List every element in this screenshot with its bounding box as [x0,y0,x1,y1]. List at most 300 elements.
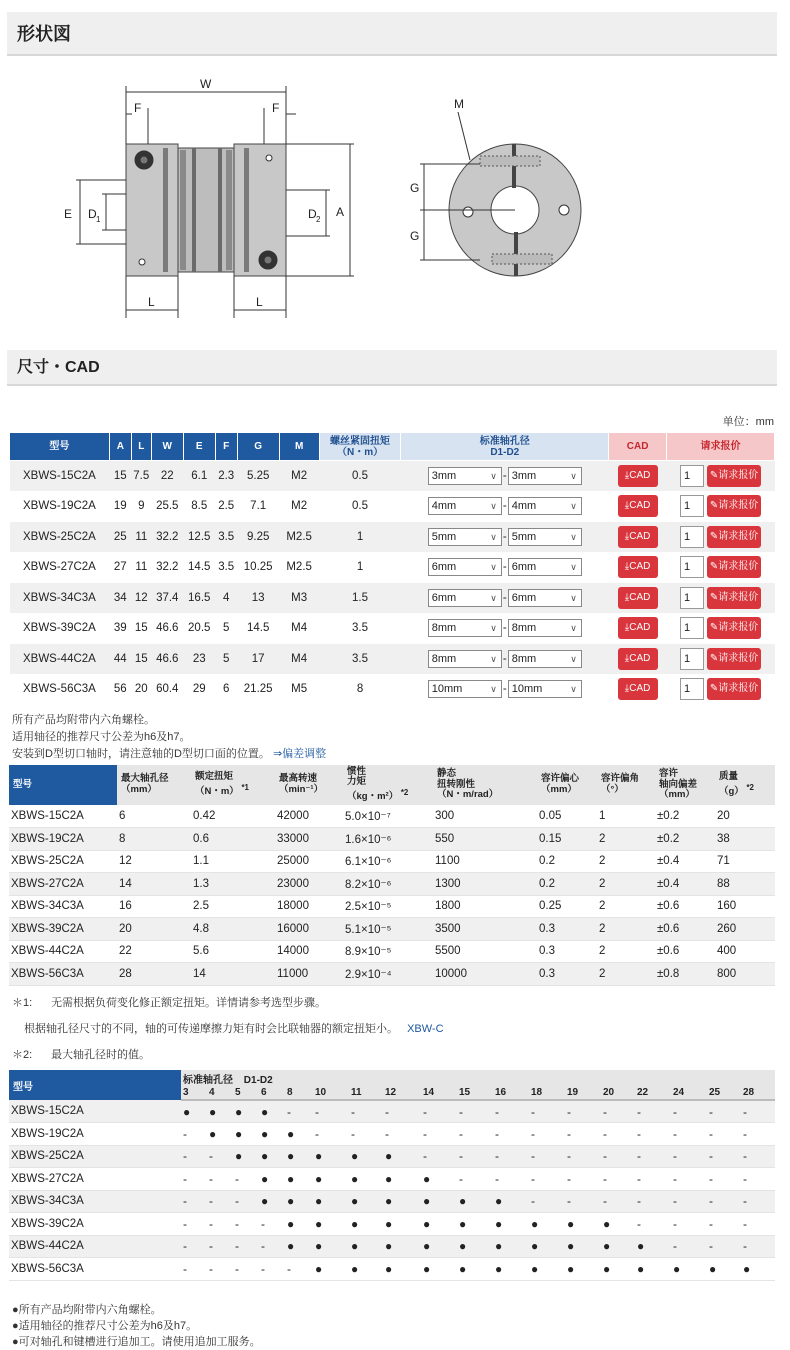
bore-availability-cell: - [671,1213,707,1236]
spec-cell-mass: 88 [715,873,775,896]
dim-label-D2: D [308,207,317,221]
bore-d1-select[interactable] [428,619,502,637]
bore-availability-cell: ● [383,1168,421,1191]
cell-bore-select [401,583,609,614]
cell-bore-select [401,552,609,583]
cad-download-button[interactable] [618,678,658,700]
bore-d1-select[interactable] [428,680,502,698]
dim-label-G-bottom: G [410,229,420,243]
cell-f: 6 [215,674,237,705]
notes-block-2 [12,990,772,1068]
quote-button-label: 请求报价 [718,469,759,481]
cad-download-button[interactable] [618,556,658,578]
coupling-drawing [50,72,610,332]
bore-availability-cell: - [493,1168,529,1191]
spec-cell-angle: 2 [597,918,655,941]
bore-separator: - [502,652,507,665]
spec-cell-misalign: 0.05 [537,805,597,828]
cad-table-row [10,461,775,492]
bore-availability-cell: - [421,1145,457,1168]
spec-table-row [9,918,775,941]
bore-availability-cell: - [207,1258,233,1281]
chevron-down-icon: ∨ [570,501,577,512]
download-icon: ⤓ [624,591,630,603]
bore-d2-select[interactable] [508,680,582,698]
quantity-input[interactable]: 1 [680,465,704,487]
bore-table-row [9,1213,775,1236]
bore-size-header: 11 [349,1086,383,1100]
col-model: 型号 [10,433,110,461]
bore-availability-cell: ● [601,1258,635,1281]
bore-d1-value: 10mm [431,683,463,696]
bore-availability-cell: ● [493,1213,529,1236]
spec-cell-speed: 25000 [275,850,343,873]
spec-cell-speed: 23000 [275,873,343,896]
bore-availability-cell: ● [529,1213,565,1236]
cell-a: 25 [109,522,131,553]
download-icon: ⤓ [624,652,630,664]
bore-size-header: 4 [207,1086,233,1100]
spec-cell-stiffness: 1300 [433,873,537,896]
section-title-cad: 尺寸・CAD [7,350,777,386]
bore-availability-cell: ● [233,1100,259,1123]
spec-col-mass [715,765,775,805]
bore-table-row [9,1145,775,1168]
spec-cell-torque: 0.42 [191,805,275,828]
quote-button-label: 请求报价 [718,530,759,542]
cell-model: XBWS-34C3A [10,583,110,614]
quantity-input[interactable]: 1 [680,526,704,548]
bore-availability-cell: - [707,1123,741,1146]
note3-hex-bolt: ●所有产品均附带内六角螺栓。 [12,1304,162,1316]
bore-availability-cell: - [565,1190,601,1213]
dim-label-E: E [64,207,73,221]
bore-d2-select[interactable] [508,589,582,607]
bore-availability-cell: - [671,1190,707,1213]
spec-cell-speed: 16000 [275,918,343,941]
deviation-adjust-link[interactable]: ⇒偏差调整 [272,748,327,760]
spec-cell-max-bore: 14 [117,873,191,896]
bore-availability-cell: - [493,1100,529,1123]
bore-table-row [9,1190,775,1213]
footnote-2 [12,1042,772,1068]
cell-g: 10.25 [237,552,279,583]
dim-label-A: A [336,205,345,219]
bore-availability-cell: ● [457,1213,493,1236]
spec-cell-angle: 2 [597,828,655,851]
col-W: W [151,433,183,461]
chevron-down-icon: ∨ [570,562,577,573]
cell-f: 5 [215,613,237,644]
bore-d1-select[interactable] [428,650,502,668]
spec-cell-model: XBWS-34C3A [9,895,117,918]
bore-cell-model: XBWS-56C3A [9,1258,181,1281]
spec-cell-speed: 18000 [275,895,343,918]
col-torque-unit: （N・m） [336,446,384,458]
cad-download-button[interactable] [618,526,658,548]
bore-availability-cell: ● [285,1213,313,1236]
spec-cell-torque: 1.1 [191,850,275,873]
bore-d2-value: 10mm [511,683,543,696]
bore-cell-model: XBWS-25C2A [9,1145,181,1168]
cad-button-label: CAD [629,622,651,634]
request-quote-button[interactable] [707,587,761,609]
cad-button-label: CAD [629,500,651,512]
note-d-cut [12,746,326,763]
col-G: G [237,433,279,461]
pencil-icon: ✎ [709,622,719,634]
cell-quote [667,491,775,522]
cad-table-row [10,674,775,705]
bore-availability-cell: - [181,1213,207,1236]
spec-col-rated-torque [191,765,275,805]
spec-cell-axial: ±0.4 [655,873,715,896]
cell-a: 34 [109,583,131,614]
cad-table-row [10,552,775,583]
footnote-2-mark: ＊2: [12,1049,33,1061]
spec-cell-speed: 33000 [275,828,343,851]
bore-availability-cell: - [671,1100,707,1123]
bore-availability-cell: - [383,1100,421,1123]
spec-cell-stiffness: 1800 [433,895,537,918]
col-E: E [183,433,215,461]
spec-col-inertia-label2: 力矩 [347,776,367,788]
pencil-icon: ✎ [709,500,719,512]
bore-d1-value: 8mm [431,622,457,635]
cell-f: 3.5 [215,522,237,553]
cell-quote [667,522,775,553]
bore-availability-cell: ● [259,1123,285,1146]
bore-availability-cell: ● [349,1168,383,1191]
spec-col-rated-torque-label: 额定扭矩 [195,771,234,782]
cell-model: XBWS-27C2A [10,552,110,583]
spec-cell-torque: 0.6 [191,828,275,851]
bore-d1-value: 8mm [431,652,457,665]
cad-button-label: CAD [629,683,651,695]
bore-availability-cell: - [349,1123,383,1146]
dim-label-D1: D [88,207,97,221]
dim-label-D1-sub: 1 [96,215,101,224]
cad-button-label: CAD [629,469,651,481]
bore-d1-select[interactable] [428,467,502,485]
cell-cad [609,491,667,522]
bore-availability-cell: ● [313,1145,349,1168]
request-quote-button[interactable] [707,465,761,487]
bore-availability-cell: - [635,1213,671,1236]
cell-e: 29 [183,674,215,705]
cad-table-row [10,613,775,644]
download-icon: ⤓ [624,683,630,695]
cell-bore-select [401,461,609,492]
cell-m: M2.5 [279,522,319,553]
spec-cell-inertia: 2.9×10⁻⁴ [343,963,433,986]
request-quote-button[interactable] [707,556,761,578]
spec-col-misalign-unit: （mm） [541,784,577,795]
bore-size-header: 6 [259,1086,285,1100]
bore-availability-cell: - [349,1100,383,1123]
request-quote-button[interactable] [707,648,761,670]
bore-availability-cell: - [635,1145,671,1168]
bore-availability-cell: ● [285,1168,313,1191]
dim-label-F-left: F [134,101,142,115]
spec-col-angle-label: 容许偏角 [601,773,640,785]
spec-col-max-bore [117,765,191,805]
bore-availability-cell: - [529,1145,565,1168]
spec-cell-max-bore: 28 [117,963,191,986]
spec-col-max-bore-label: 最大轴孔径 [121,773,169,785]
bore-table-header-top [9,1070,775,1086]
spec-cell-max-bore: 20 [117,918,191,941]
chevron-down-icon: ∨ [570,653,577,664]
bore-availability-cell: - [635,1100,671,1123]
cell-f: 4 [215,583,237,614]
quantity-input[interactable]: 1 [680,495,704,517]
chevron-down-icon: ∨ [490,470,497,481]
spec-table-row [9,873,775,896]
bore-separator: - [502,530,507,543]
bore-availability-cell: ● [383,1213,421,1236]
spec-cell-max-bore: 22 [117,940,191,963]
spec-cell-axial: ±0.4 [655,850,715,873]
notes-block-3 [12,1302,261,1350]
dim-label-G-top: G [410,181,420,195]
spec-cell-stiffness: 300 [433,805,537,828]
cell-f: 2.3 [215,461,237,492]
quote-button-label: 请求报价 [718,622,759,634]
cell-a: 39 [109,613,131,644]
quote-button-label: 请求报价 [718,652,759,664]
cell-quote [667,674,775,705]
cell-torque: 3.5 [319,644,401,675]
bore-availability-cell: ● [421,1213,457,1236]
spec-cell-torque: 5.6 [191,940,275,963]
bore-col-group-label: 标准轴孔径 [183,1074,233,1086]
spec-cell-misalign: 0.3 [537,963,597,986]
cell-w: 46.6 [151,644,183,675]
quantity-input[interactable]: 1 [680,556,704,578]
bore-availability-cell: - [181,1258,207,1281]
bore-cell-model: XBWS-39C2A [9,1213,181,1236]
download-icon: ⤓ [624,530,630,542]
bore-availability-cell: - [529,1100,565,1123]
spec-cell-inertia: 8.9×10⁻⁵ [343,940,433,963]
cell-cad [609,522,667,553]
cad-download-button[interactable] [618,587,658,609]
spec-cell-axial: ±0.2 [655,828,715,851]
cell-torque: 1 [319,522,401,553]
spec-cell-model: XBWS-56C3A [9,963,117,986]
cell-torque: 1.5 [319,583,401,614]
bore-availability-cell: ● [259,1100,285,1123]
cad-download-button[interactable] [618,648,658,670]
bore-cell-model: XBWS-27C2A [9,1168,181,1191]
spec-cell-max-bore: 12 [117,850,191,873]
bore-availability-cell: - [707,1145,741,1168]
cell-model: XBWS-39C2A [10,613,110,644]
bore-availability-cell: - [207,1145,233,1168]
spec-col-max-speed [275,765,343,805]
bore-availability-cell: - [457,1123,493,1146]
bore-size-header: 10 [313,1086,349,1100]
download-icon: ⤓ [624,622,630,634]
bore-availability-cell: - [635,1190,671,1213]
cell-l: 11 [131,522,151,553]
cell-cad [609,552,667,583]
cell-g: 13 [237,583,279,614]
bore-availability-cell: - [671,1235,707,1258]
chevron-down-icon: ∨ [490,531,497,542]
spec-col-inertia-unit: （kg・m²） [347,791,399,803]
bore-availability-cell: - [457,1145,493,1168]
cad-download-button[interactable] [618,465,658,487]
bore-availability-cell: - [313,1123,349,1146]
spec-col-mass-unit: （g） [719,786,744,798]
bore-availability-cell: - [285,1100,313,1123]
cad-button-label: CAD [629,652,651,664]
col-M: M [279,433,319,461]
bore-availability-cell: - [741,1213,775,1236]
chevron-down-icon: ∨ [490,623,497,634]
bore-availability-cell: ● [529,1235,565,1258]
spec-cell-angle: 2 [597,940,655,963]
bore-size-header: 24 [671,1086,707,1100]
bore-availability-cell: - [181,1190,207,1213]
bore-availability-cell: ● [529,1258,565,1281]
xbw-c-link[interactable]: XBW-C [407,1023,444,1035]
bore-d2-value: 3mm [511,469,537,482]
cell-a: 27 [109,552,131,583]
bore-d2-select[interactable] [508,650,582,668]
cell-f: 2.5 [215,491,237,522]
request-quote-button[interactable] [707,678,761,700]
bore-availability-cell: - [565,1123,601,1146]
bore-availability-cell: ● [635,1235,671,1258]
bore-size-header: 8 [285,1086,313,1100]
cell-m: M2 [279,461,319,492]
bore-d2-select[interactable] [508,619,582,637]
bore-d2-select[interactable] [508,497,582,515]
spec-table-row [9,940,775,963]
bore-separator: - [502,561,507,574]
request-quote-button[interactable] [707,526,761,548]
spec-col-axial-label2: 轴向偏差 [659,778,698,790]
spec-cell-torque: 2.5 [191,895,275,918]
cad-table-row [10,583,775,614]
spec-cell-misalign: 0.3 [537,918,597,941]
bore-d1-value: 6mm [431,561,457,574]
bore-availability-cell: ● [383,1235,421,1258]
bore-d2-value: 8mm [511,652,537,665]
cad-download-button[interactable] [618,495,658,517]
cell-a: 44 [109,644,131,675]
cad-table-header [10,433,775,461]
footnote-1b [12,1016,772,1042]
spec-cell-angle: 2 [597,850,655,873]
spec-cell-axial: ±0.6 [655,895,715,918]
cell-e: 14.5 [183,552,215,583]
bore-d1-select[interactable] [428,558,502,576]
cad-button-label: CAD [629,561,651,573]
spec-cell-mass: 20 [715,805,775,828]
quantity-input[interactable]: 1 [680,678,704,700]
spec-cell-mass: 260 [715,918,775,941]
bore-availability-cell: - [233,1258,259,1281]
spec-col-max-speed-unit: （min⁻¹） [279,784,324,795]
bore-d1-select[interactable] [428,528,502,546]
bore-availability-cell: ● [565,1235,601,1258]
bore-col-group [181,1070,775,1086]
request-quote-button[interactable] [707,495,761,517]
quote-button-label: 请求报价 [718,500,759,512]
spec-cell-stiffness: 550 [433,828,537,851]
cell-g: 14.5 [237,613,279,644]
bore-size-header: 22 [635,1086,671,1100]
quantity-input[interactable]: 1 [680,648,704,670]
spec-cell-inertia: 8.2×10⁻⁶ [343,873,433,896]
spec-col-stiffness-label2: 扭转刚性 [437,778,476,790]
dimension-cad-table [9,432,775,705]
bore-availability-cell: - [233,1168,259,1191]
bore-table-row [9,1100,775,1123]
quantity-input[interactable]: 1 [680,617,704,639]
spec-table-row [9,963,775,986]
cell-torque: 0.5 [319,461,401,492]
bore-availability-cell: - [741,1123,775,1146]
bore-size-header: 3 [181,1086,207,1100]
bore-availability-cell: ● [635,1258,671,1281]
bore-d2-select[interactable] [508,528,582,546]
bore-availability-cell: ● [233,1145,259,1168]
bore-d2-select[interactable] [508,558,582,576]
bore-availability-cell: ● [313,1190,349,1213]
cell-w: 37.4 [151,583,183,614]
bore-availability-cell: ● [421,1190,457,1213]
bore-availability-cell: - [565,1145,601,1168]
bore-availability-cell: ● [259,1168,285,1191]
spec-col-rated-torque-unit: （N・m） [195,786,239,798]
spec-col-inertia [343,765,433,805]
chevron-down-icon: ∨ [490,653,497,664]
bore-d1-select[interactable] [428,497,502,515]
download-icon: ⤓ [624,469,630,481]
request-quote-button[interactable] [707,617,761,639]
spec-table-row [9,850,775,873]
bore-availability-cell: - [259,1235,285,1258]
bore-d1-select[interactable] [428,589,502,607]
cell-g: 17 [237,644,279,675]
col-torque-label: 螺丝紧固扭矩 [330,435,391,447]
bore-d2-select[interactable] [508,467,582,485]
spec-cell-misalign: 0.2 [537,873,597,896]
spec-cell-torque: 14 [191,963,275,986]
spec-cell-inertia: 5.0×10⁻⁷ [343,805,433,828]
quote-button-label: 请求报价 [718,561,759,573]
bore-d2-value: 8mm [511,622,537,635]
download-icon: ⤓ [624,500,630,512]
col-bore-sub: D1-D2 [490,446,520,458]
cell-a: 19 [109,491,131,522]
cell-cad [609,583,667,614]
bore-availability-cell: ● [233,1123,259,1146]
pencil-icon: ✎ [709,591,719,603]
quantity-input[interactable]: 1 [680,587,704,609]
bore-size-header: 25 [707,1086,741,1100]
cell-w: 22 [151,461,183,492]
bore-size-header: 20 [601,1086,635,1100]
col-bore [401,433,609,461]
cell-w: 60.4 [151,674,183,705]
cad-download-button[interactable] [618,617,658,639]
